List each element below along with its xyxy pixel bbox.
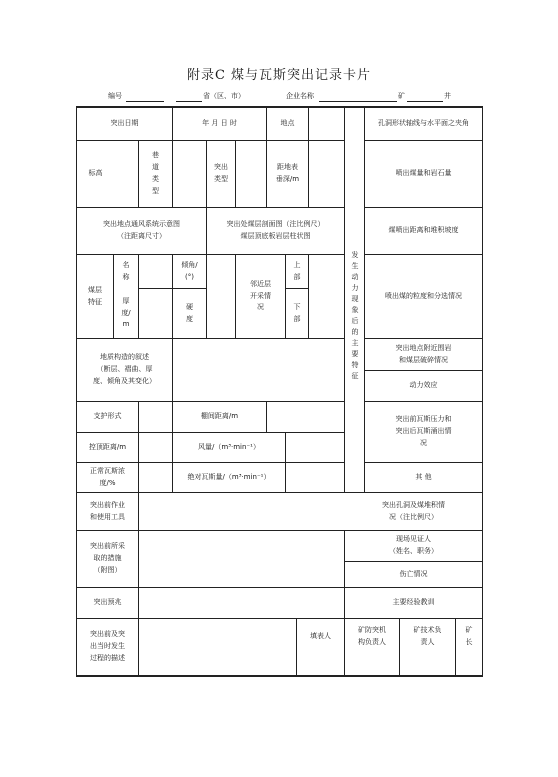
roadway-type-label: 巷 道 类 型 xyxy=(152,151,159,195)
normal-gas-label: 正常瓦斯浓 度/% xyxy=(90,466,125,487)
thickness-label: 厚 度/ m xyxy=(121,296,131,329)
precursor-label: 突出预兆 xyxy=(93,598,122,607)
seam-features-label: 煤层 特征 xyxy=(88,285,102,306)
year-month-day-time-label: 年 月 日 时 xyxy=(202,118,237,127)
main-features-label: 发生动力现象后的主要特征 xyxy=(351,250,359,383)
province-label: 省（区、市） xyxy=(203,92,245,100)
mine-blank xyxy=(407,101,443,102)
throw-distance-label: 煤喷出距离和堆积坡度 xyxy=(388,226,459,235)
prevention-head-label: 矿防突机 构负责人 xyxy=(358,625,386,646)
recorder-label: 填表人 xyxy=(310,631,331,640)
outburst-date-label: 突出日期 xyxy=(110,118,139,127)
absolute-gas-label: 绝对瓦斯量/（m³·min⁻¹） xyxy=(187,472,271,481)
lessons-label: 主要经验教训 xyxy=(392,598,435,607)
dynamic-effect-label: 动力效应 xyxy=(409,381,438,390)
lower-label: 下 部 xyxy=(293,302,301,323)
adjacent-mining-label: 邻近层 开采情 况 xyxy=(250,279,271,312)
location-field[interactable] xyxy=(309,107,344,140)
elevation-label: 标高 xyxy=(88,169,103,178)
page-title: 附录C 煤与瓦斯突出记录卡片 xyxy=(186,68,372,83)
well-label: 井 xyxy=(444,92,451,100)
outburst-type-label: 突出 类型 xyxy=(214,163,228,183)
coal-particle-label: 喷出煤的粒度和分选情况 xyxy=(385,291,462,300)
hole-sketch-label: 突出孔洞及煤堆积情 况（注比例尺） xyxy=(382,500,445,521)
roof-floor-damage-label: 突出地点附近围岩 和煤层破碎情况 xyxy=(395,343,452,364)
ventilation-diagram-label: 突出地点通风系统示意图 （注距离尺寸） xyxy=(103,220,180,240)
other-label: 其 他 xyxy=(415,472,432,481)
operation-tools-label: 突出前作业 和使用工具 xyxy=(90,500,125,521)
mine-label: 矿 xyxy=(398,92,405,100)
location-label: 地点 xyxy=(280,118,295,127)
casualties-label: 伤亡情况 xyxy=(399,569,428,578)
airflow-label: 风量/（m³·min⁻¹） xyxy=(198,442,260,451)
pressure-gas-change-label: 突出前瓦斯压力和 突出后瓦斯涌出情 况 xyxy=(395,415,452,447)
hardness-label: 硬 度 xyxy=(186,302,193,323)
dip-angle-label: 倾角/ (°) xyxy=(181,260,198,281)
province-blank xyxy=(176,101,202,102)
number-blank xyxy=(126,101,164,102)
measures-taken-label: 突出前所采 取的措施 （附图） xyxy=(90,542,125,574)
mine-director-label: 矿 长 xyxy=(465,625,473,646)
section-diagram-label: 突出处煤层剖面图（注比例尺） 煤层顶底板岩层柱状图 xyxy=(226,220,325,240)
support-type-label: 支护形式 xyxy=(93,412,122,421)
process-description-label: 突出前及突 出当时发生 过程的描述 xyxy=(90,630,125,662)
shed-spacing-label: 棚间距离/m xyxy=(200,412,239,421)
coal-rock-amount-label: 喷出煤量和岩石量 xyxy=(395,169,452,178)
number-label: 编号 xyxy=(108,92,122,100)
tech-head-label: 矿技术负 责人 xyxy=(413,625,442,646)
depth-from-surface-label: 距地表 垂深/m xyxy=(275,163,300,183)
company-label: 企业名称 xyxy=(286,92,314,100)
geology-label: 地质构造的叙述 （断层、褶曲、厚 度、倾角及其变化） xyxy=(93,353,156,385)
upper-label: 上 部 xyxy=(293,260,301,281)
seam-name-label: 名 称 xyxy=(122,260,130,281)
company-blank xyxy=(319,101,397,102)
distance-to-face-label: 控顶距离/m xyxy=(88,442,127,451)
witness-label: 现场见证人 （姓名、职务） xyxy=(389,535,438,555)
hole-axis-angle-label: 孔洞形状轴线与水平面之夹角 xyxy=(378,118,469,127)
